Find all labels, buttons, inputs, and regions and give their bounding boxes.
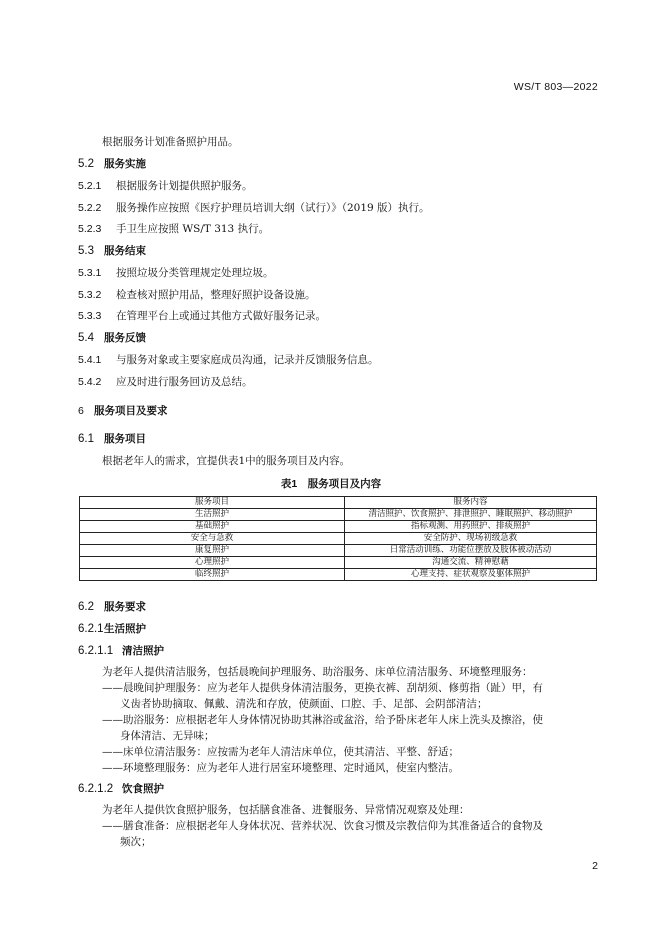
clause-5-2-2: 5.2.2 服务操作应按照《医疗护理员培训大纲（试行）》（2019 版）执行。 bbox=[78, 202, 430, 214]
paragraph: 根据服务计划准备照护用品。 bbox=[102, 136, 239, 148]
table-cell: 沟通交流、精神慰藉 bbox=[345, 557, 597, 569]
table-cell: 生活照护 bbox=[80, 509, 345, 521]
clause-heading-6-2-1: 6.2.1生活照护 bbox=[78, 623, 146, 635]
table-cell: 清洁照护、饮食照护、排泄照护、睡眠照护、移动照护 bbox=[345, 509, 597, 521]
table-cell: 指标观测、用药照护、排痰照护 bbox=[345, 521, 597, 533]
section-heading-6-1: 6.1 服务项目 bbox=[78, 433, 146, 445]
list-item: ——膳食准备：应根据老年人身体状况、营养状况、饮食习惯及宗教信仰为其准备适合的食物及 bbox=[102, 820, 543, 832]
clause-5-4-2: 5.4.2 应及时进行服务回访及总结。 bbox=[78, 376, 253, 388]
clause-heading-6-2-1-1: 6.2.1.1 清洁照护 bbox=[78, 645, 164, 657]
section-heading-5-3: 5.3 服务结束 bbox=[78, 245, 146, 257]
section-heading-5-4: 5.4 服务反馈 bbox=[78, 332, 146, 344]
list-item: ——床单位清洁服务：应按需为老年人清洁床单位，使其清洁、平整、舒适； bbox=[102, 746, 459, 758]
table-cell: 心理照护 bbox=[80, 557, 345, 569]
list-item: ——环境整理服务：应为老年人进行居室环境整理、定时通风，使室内整洁。 bbox=[102, 762, 459, 774]
table-cell: 心理支持、症状观察及躯体照护 bbox=[345, 569, 597, 581]
paragraph: 为老年人提供清洁服务，包括晨晚间护理服务、助浴服务、床单位清洁服务、环境整理服务： bbox=[102, 666, 533, 678]
list-item: ——助浴服务：应根据老年人身体情况协助其淋浴或盆浴，给予卧床老年人床上洗头及擦浴，使 bbox=[102, 714, 543, 726]
list-item-continuation: 义齿者协助摘取、佩戴、清洗和存放，使颜面、口腔、手、足部、会阴部清洁； bbox=[120, 698, 488, 710]
clause-5-2-1: 5.2.1 根据服务计划提供照护服务。 bbox=[78, 180, 253, 192]
table-cell: 基础照护 bbox=[80, 521, 345, 533]
table-title: 表1 服务项目及内容 bbox=[280, 478, 382, 490]
paragraph: 根据老年人的需求，宜提供表1中的服务项目及内容。 bbox=[102, 455, 351, 467]
list-item-continuation: 身体清洁、无异味； bbox=[120, 730, 215, 742]
standard-code: WS/T 803—2022 bbox=[513, 81, 598, 93]
table-header-row bbox=[80, 497, 597, 509]
table-cell: 临终照护 bbox=[80, 569, 345, 581]
table-row bbox=[80, 557, 597, 569]
table-row bbox=[80, 509, 597, 521]
list-item-continuation: 频次； bbox=[120, 836, 152, 848]
table-cell: 安全防护、现场初级急救 bbox=[345, 533, 597, 545]
list-item: ——晨晚间护理服务：应为老年人提供身体清洁服务，更换衣裤、刮胡须、修剪指（趾）甲，有 bbox=[102, 682, 543, 694]
table-cell: 日常活动训练、功能位摆放及肢体被动活动 bbox=[345, 545, 597, 557]
table-header-cell: 服务内容 bbox=[345, 497, 597, 509]
clause-heading-6-2-1-2: 6.2.1.2 饮食照护 bbox=[78, 783, 164, 795]
section-heading-5-2: 5.2 服务实施 bbox=[78, 158, 146, 170]
table-row bbox=[80, 533, 597, 545]
paragraph: 为老年人提供饮食照护服务，包括膳食准备、进餐服务、异常情况观察及处理： bbox=[102, 804, 470, 816]
table-header-cell: 服务项目 bbox=[80, 497, 345, 509]
table-row bbox=[80, 521, 597, 533]
section-heading-6-2: 6.2 服务要求 bbox=[78, 601, 146, 613]
clause-5-2-3: 5.2.3 手卫生应按照 WS/T 313 执行。 bbox=[78, 223, 270, 235]
table-cell: 安全与急救 bbox=[80, 533, 345, 545]
page-number: 2 bbox=[592, 860, 598, 872]
service-items-table bbox=[79, 496, 597, 581]
table-cell: 康复照护 bbox=[80, 545, 345, 557]
table-row bbox=[80, 545, 597, 557]
table-row bbox=[80, 569, 597, 581]
clause-5-3-3: 5.3.3 在管理平台上或通过其他方式做好服务记录。 bbox=[78, 310, 326, 322]
clause-5-3-1: 5.3.1 按照垃圾分类管理规定处理垃圾。 bbox=[78, 267, 274, 279]
chapter-heading-6: 6 服务项目及要求 bbox=[78, 405, 168, 417]
clause-5-3-2: 5.3.2 检查核对照护用品，整理好照护设备设施。 bbox=[78, 289, 316, 301]
clause-5-4-1: 5.4.1 与服务对象或主要家庭成员沟通，记录并反馈服务信息。 bbox=[78, 354, 379, 366]
